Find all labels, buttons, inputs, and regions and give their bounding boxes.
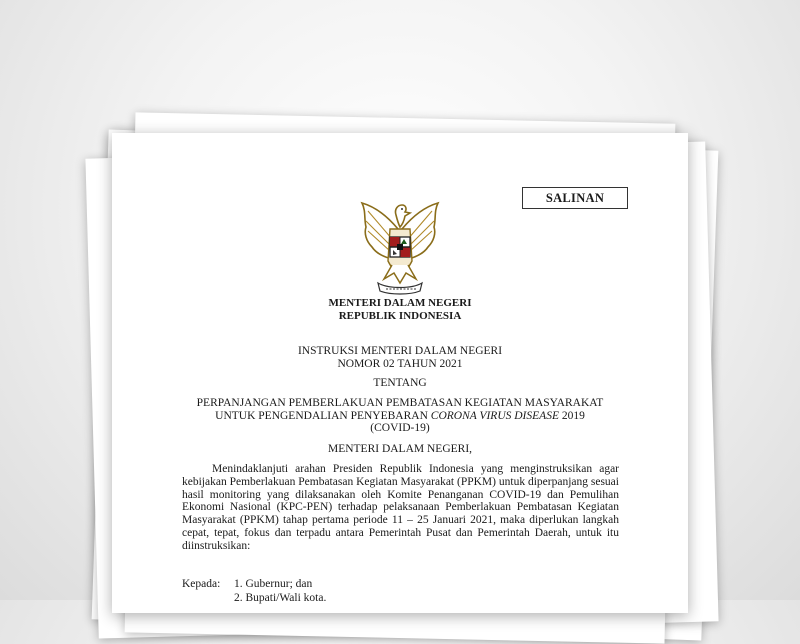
addressee-row bbox=[182, 577, 619, 591]
addressee-item: 2. Bupati/Wali kota. bbox=[234, 592, 327, 604]
subject-line-2-suffix: 2019 bbox=[558, 409, 585, 422]
subject-heading bbox=[112, 397, 688, 435]
instruction-number: NOMOR 02 TAHUN 2021 bbox=[337, 357, 463, 370]
kepada-label: Kepada: bbox=[182, 578, 221, 590]
document-page bbox=[112, 133, 688, 613]
instruction-heading bbox=[112, 345, 688, 370]
subject-line-3: (COVID-19) bbox=[370, 422, 430, 434]
subject-line-2 bbox=[112, 410, 688, 423]
subject-line-2-prefix: UNTUK PENGENDALIAN PENYEBARAN bbox=[215, 409, 431, 422]
subject-line-1: PERPANJANGAN PEMBERLAKUAN PEMBATASAN KEGIATAN MASYARAKAT bbox=[196, 397, 604, 409]
salinan-stamp: SALINAN bbox=[522, 187, 628, 209]
issuer-line-2: REPUBLIK INDONESIA bbox=[338, 310, 462, 322]
body-paragraph bbox=[182, 463, 619, 553]
tentang-heading: TENTANG bbox=[373, 377, 427, 389]
addressee-row bbox=[182, 591, 619, 605]
instruction-title: INSTRUKSI MENTERI DALAM NEGERI bbox=[297, 345, 503, 357]
menteri-heading: MENTERI DALAM NEGERI, bbox=[327, 443, 473, 455]
subject-line-2-italic: CORONA VIRUS DISEASE bbox=[430, 409, 559, 422]
body-paragraph-text: Menindaklanjuti arahan Presiden Republik Indonesia yang menginstruksikan agar kebijakan Pemberlakuan Pembatasan Kegiatan Masyarakat (PPKM) untuk diperpanjang sesuai hasil monitoring yang dilaksanakan oleh Komite Penanganan COVID-19 dan Pemulihan Ekonomi Nasional (KPC-PEN) terhadap pelaksanaan Pemberlakuan Pembatasan Kegiatan Masyarakat (PPKM) tahap pertama periode 11 – 25 Januari 2021, maka diperlukan langkah cepat, tepat, fokus dan terpadu antara Pemerintah Pusat dan Pemerintah Daerah, untuk itu diinstruksikan: bbox=[182, 463, 619, 552]
addressee-list bbox=[182, 577, 619, 605]
issuer-line-1: MENTERI DALAM NEGERI bbox=[328, 297, 472, 309]
issuer-title bbox=[112, 297, 688, 323]
garuda-emblem-icon bbox=[354, 199, 446, 295]
addressee-item: 1. Gubernur; dan bbox=[234, 578, 313, 590]
